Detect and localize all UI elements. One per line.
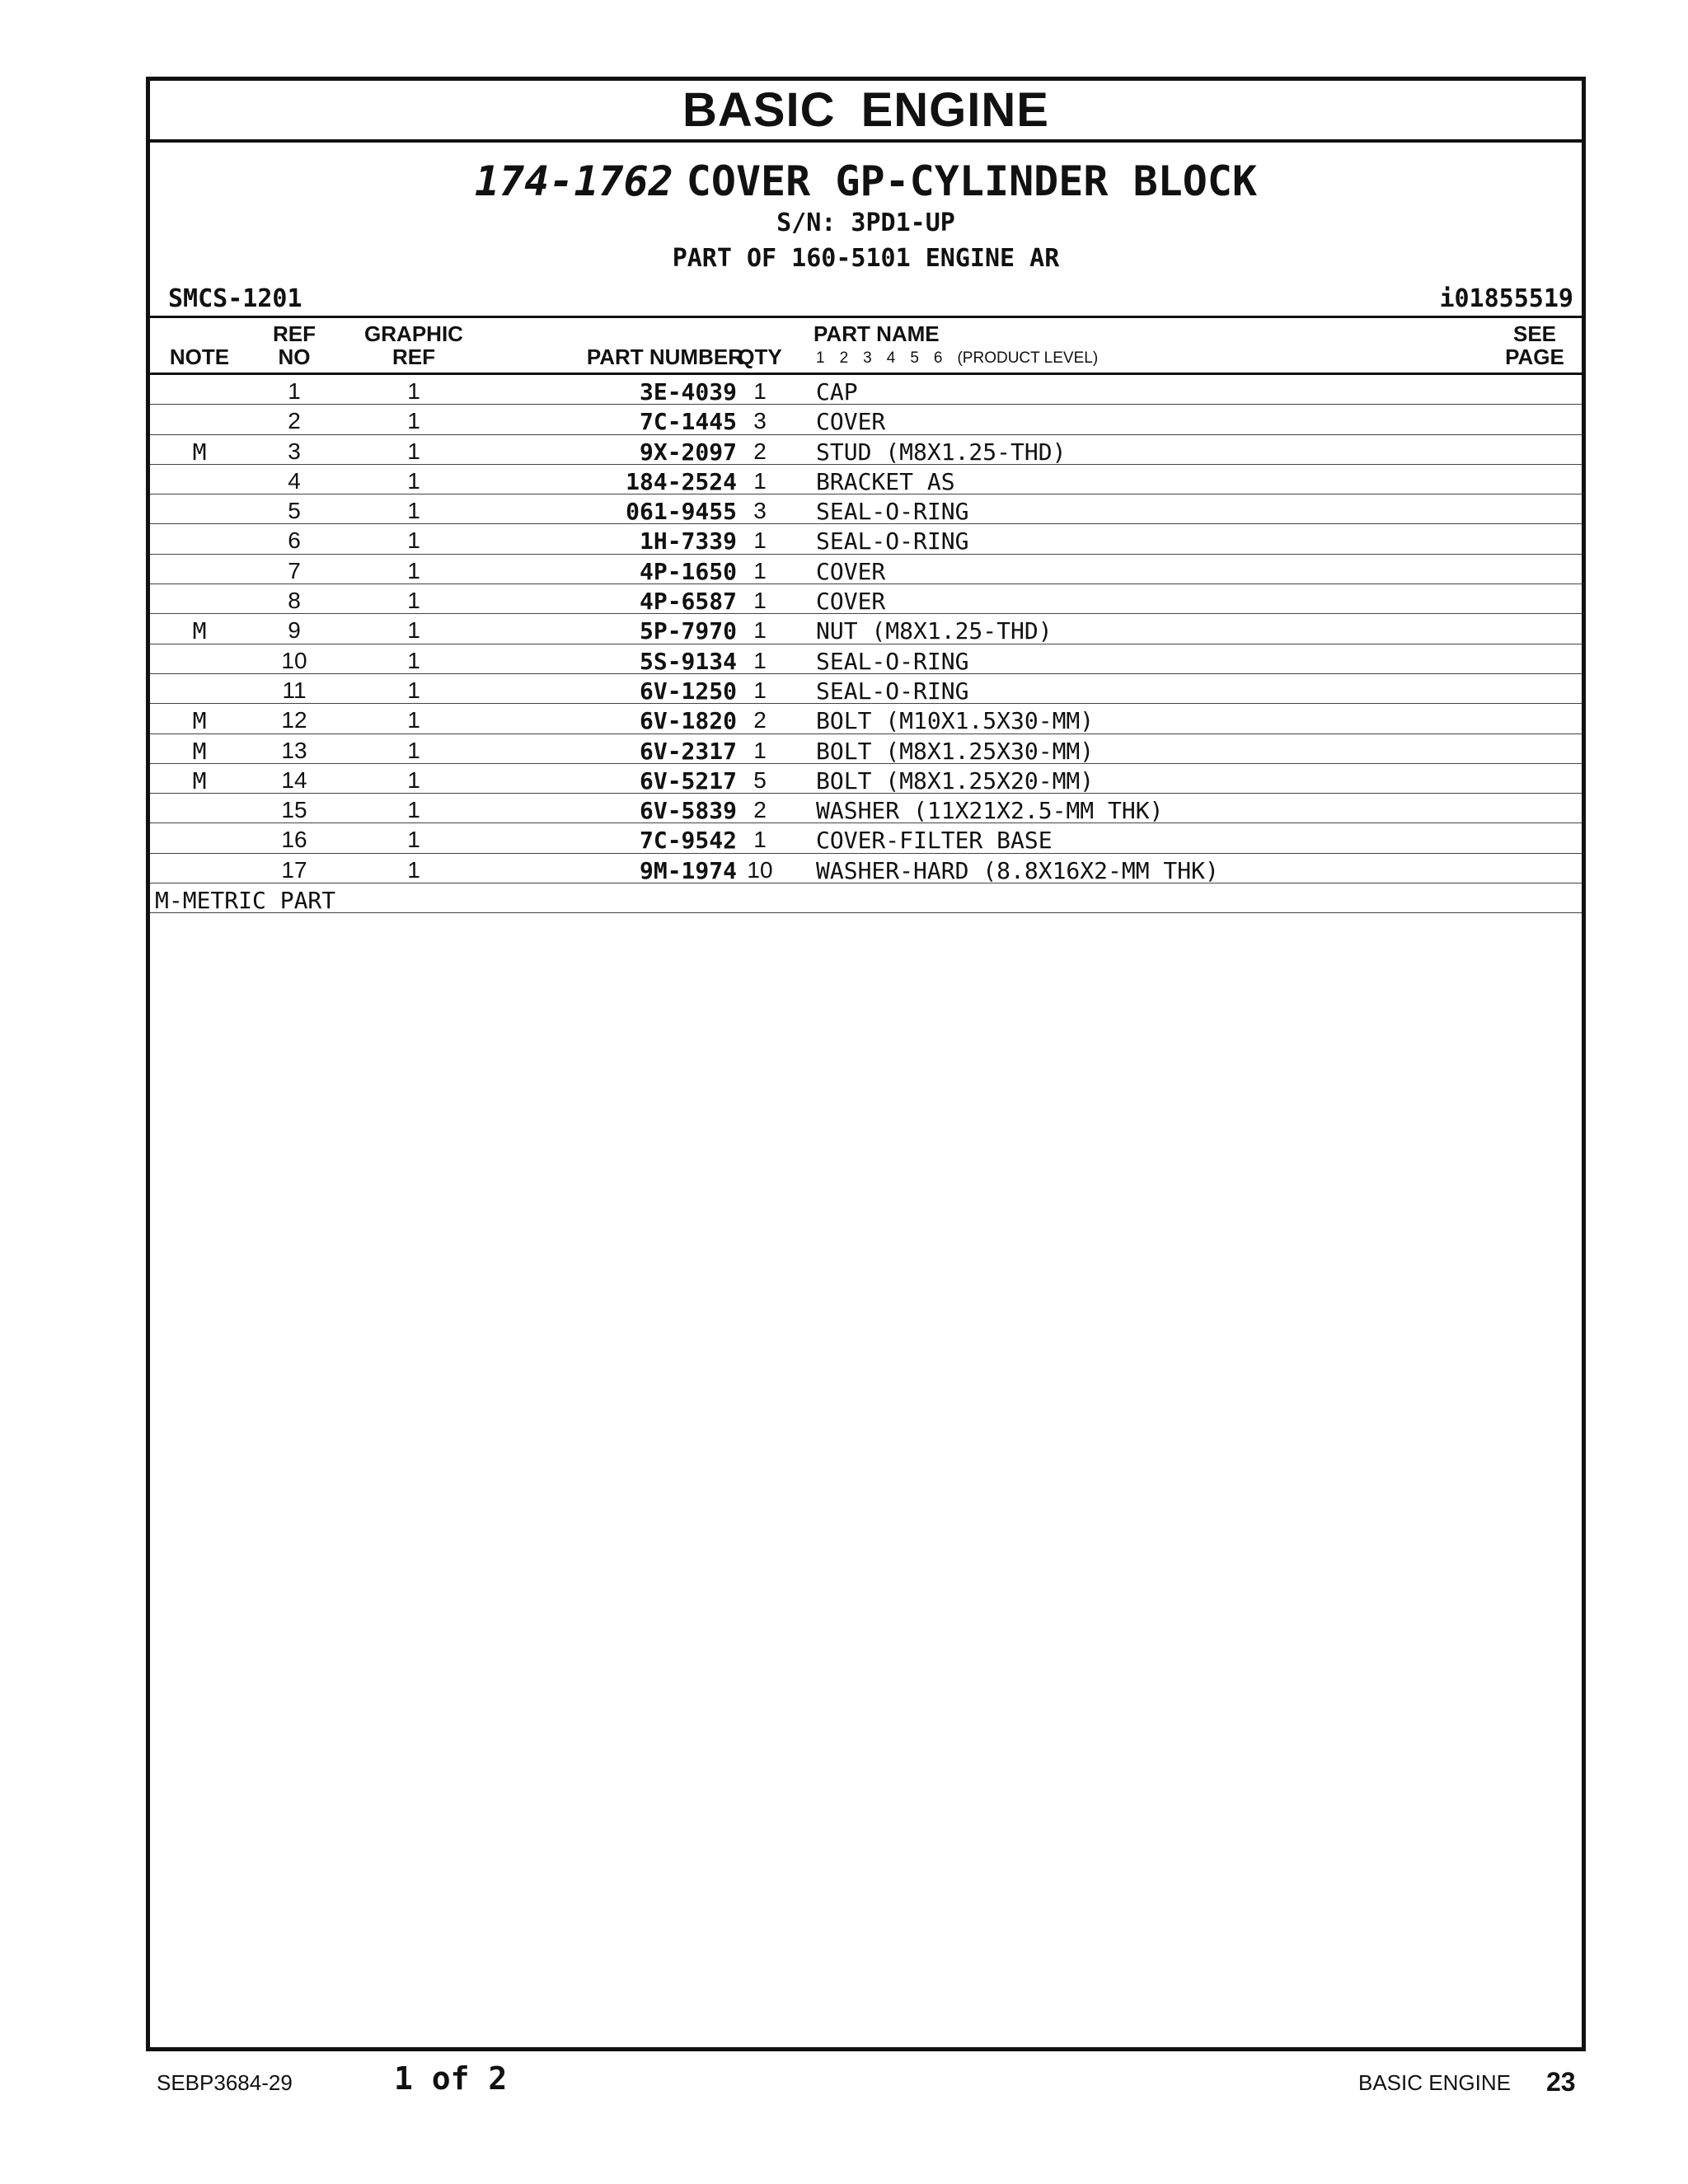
- cell-part-number: 3E-4039: [639, 378, 737, 405]
- cell-qty: 1: [753, 467, 767, 494]
- cell-part-name: COVER: [816, 588, 886, 616]
- level-6: 6: [933, 349, 943, 367]
- table-row: [150, 764, 1582, 794]
- cell-graphic-ref: 1: [407, 797, 420, 823]
- cell-part-number: 061-9455: [626, 498, 737, 526]
- cell-part-name: COVER: [816, 408, 886, 436]
- footer-section: BASIC ENGINE: [1358, 2070, 1511, 2095]
- illustration-id: i01855519: [1439, 284, 1573, 313]
- cell-part-number: 4P-6587: [639, 588, 737, 616]
- cell-qty: 1: [753, 827, 767, 853]
- col-part-name: PART NAME: [814, 321, 940, 346]
- cell-graphic-ref: 1: [407, 438, 420, 464]
- cell-part-number: 6V-2317: [639, 737, 737, 765]
- cell-part-number: 6V-5839: [639, 797, 737, 825]
- table-row: [150, 405, 1582, 434]
- cell-part-number: 6V-1820: [639, 707, 737, 735]
- product-level-label: (PRODUCT LEVEL): [957, 349, 1099, 367]
- col-graphic-bottom: REF: [392, 344, 435, 369]
- level-5: 5: [910, 349, 919, 367]
- col-part-number: PART NUMBER: [586, 344, 743, 369]
- group-name: COVER GP-CYLINDER BLOCK: [686, 157, 1258, 205]
- cell-ref: 9: [288, 617, 301, 644]
- group-part-number: 174-1762: [474, 157, 673, 205]
- metric-footnote: M-METRIC PART: [155, 887, 336, 915]
- table-row: [150, 704, 1582, 733]
- table-row: [150, 435, 1582, 465]
- footnote-row: [150, 883, 1582, 913]
- cell-graphic-ref: 1: [407, 588, 420, 614]
- col-see-top: SEE: [1512, 321, 1557, 346]
- cell-ref: 5: [288, 498, 301, 524]
- cell-part-name: NUT (M8X1.25-THD): [816, 617, 1053, 645]
- col-note: NOTE: [169, 344, 230, 369]
- cell-graphic-ref: 1: [407, 856, 420, 883]
- cell-note: M: [192, 737, 207, 765]
- cell-part-number: 7C-9542: [639, 827, 737, 855]
- cell-qty: 1: [753, 737, 767, 763]
- page-footer: [0, 2060, 1688, 2102]
- cell-part-number: 5S-9134: [639, 647, 737, 675]
- page-of: 1 of 2: [394, 2060, 508, 2097]
- cell-graphic-ref: 1: [407, 647, 420, 673]
- cell-part-number: 184-2524: [626, 467, 737, 495]
- cell-qty: 5: [753, 766, 767, 793]
- col-ref-top: REF: [273, 321, 316, 346]
- table-row: [150, 644, 1582, 674]
- cell-part-number: 5P-7970: [639, 617, 737, 645]
- cell-qty: 1: [753, 527, 767, 554]
- cell-ref: 4: [288, 467, 301, 494]
- cell-ref: 11: [282, 677, 307, 703]
- table-row: [150, 854, 1582, 883]
- serial-number: S/N: 3PD1-UP: [776, 209, 955, 237]
- table-row: [150, 524, 1582, 554]
- cell-ref: 15: [281, 797, 307, 823]
- cell-graphic-ref: 1: [407, 827, 420, 853]
- cell-ref: 17: [281, 856, 307, 883]
- cell-ref: 8: [288, 588, 301, 614]
- cell-ref: 16: [281, 827, 307, 853]
- cell-qty: 3: [753, 498, 767, 524]
- cell-part-number: 4P-1650: [639, 557, 737, 585]
- col-graphic-top: GRAPHIC: [364, 321, 463, 346]
- product-levels: [816, 349, 1098, 368]
- cell-part-name: STUD (M8X1.25-THD): [816, 438, 1067, 466]
- table-row: [150, 584, 1582, 614]
- level-1: 1: [816, 349, 825, 367]
- smcs-code: SMCS-1201: [168, 284, 302, 313]
- cell-part-name: WASHER (11X21X2.5-MM THK): [816, 797, 1164, 825]
- column-headers: [150, 318, 1582, 375]
- cell-ref: 12: [281, 707, 307, 733]
- table-row: [150, 614, 1582, 644]
- cell-part-name: SEAL-O-RING: [816, 498, 969, 526]
- cell-part-name: SEAL-O-RING: [816, 647, 969, 675]
- document-id: SEBP3684-29: [157, 2070, 293, 2095]
- cell-ref: 1: [288, 378, 301, 404]
- table-row: [150, 494, 1582, 524]
- table-row: [150, 555, 1582, 584]
- group-title: [150, 157, 1582, 205]
- table-row: [150, 823, 1582, 853]
- cell-qty: 2: [753, 797, 767, 823]
- table-row: [150, 375, 1582, 405]
- table-row: [150, 794, 1582, 823]
- cell-ref: 2: [288, 408, 301, 434]
- cell-note: M: [192, 617, 207, 645]
- cell-part-number: 6V-5217: [639, 766, 737, 794]
- page-number: 23: [1546, 2067, 1576, 2097]
- cell-part-name: WASHER-HARD (8.8X16X2-MM THK): [816, 856, 1219, 884]
- cell-ref: 7: [288, 557, 301, 583]
- level-4: 4: [886, 349, 896, 367]
- group-header: [150, 143, 1582, 318]
- cell-note: M: [192, 766, 207, 794]
- cell-graphic-ref: 1: [407, 527, 420, 554]
- cell-part-name: BOLT (M10X1.5X30-MM): [816, 707, 1095, 735]
- table-row: [150, 465, 1582, 494]
- cell-part-name: COVER: [816, 557, 886, 585]
- cell-part-name: BOLT (M8X1.25X20-MM): [816, 766, 1095, 794]
- col-qty: QTY: [738, 344, 782, 369]
- cell-qty: 1: [753, 557, 767, 583]
- cell-note: M: [192, 707, 207, 735]
- part-of: PART OF 160-5101 ENGINE AR: [672, 244, 1060, 273]
- cell-part-name: SEAL-O-RING: [816, 527, 969, 555]
- cell-qty: 3: [753, 408, 767, 434]
- cell-part-name: COVER-FILTER BASE: [816, 827, 1053, 855]
- cell-graphic-ref: 1: [407, 766, 420, 793]
- cell-ref: 6: [288, 527, 301, 554]
- cell-graphic-ref: 1: [407, 408, 420, 434]
- cell-qty: 1: [753, 617, 767, 644]
- cell-ref: 13: [281, 737, 307, 763]
- cell-graphic-ref: 1: [407, 557, 420, 583]
- cell-part-number: 1H-7339: [639, 527, 737, 555]
- cell-ref: 14: [281, 766, 307, 793]
- cell-part-name: SEAL-O-RING: [816, 677, 969, 705]
- section-title-band: [150, 81, 1582, 143]
- cell-qty: 1: [753, 378, 767, 404]
- level-2: 2: [839, 349, 849, 367]
- cell-ref: 10: [281, 647, 307, 673]
- cell-part-name: CAP: [816, 378, 858, 405]
- cell-note: M: [192, 438, 207, 466]
- cell-qty: 10: [747, 856, 773, 883]
- cell-graphic-ref: 1: [407, 707, 420, 733]
- section-title: BASIC ENGINE: [682, 83, 1049, 137]
- cell-graphic-ref: 1: [407, 677, 420, 703]
- cell-graphic-ref: 1: [407, 378, 420, 404]
- cell-part-number: 9X-2097: [639, 438, 737, 466]
- cell-graphic-ref: 1: [407, 737, 420, 763]
- cell-part-name: BRACKET AS: [816, 467, 955, 495]
- cell-graphic-ref: 1: [407, 498, 420, 524]
- cell-graphic-ref: 1: [407, 467, 420, 494]
- cell-ref: 3: [288, 438, 301, 464]
- parts-table-body: [150, 375, 1582, 883]
- cell-part-number: 9M-1974: [639, 856, 737, 884]
- parts-sheet: [146, 77, 1586, 2051]
- level-3: 3: [863, 349, 872, 367]
- table-row: [150, 734, 1582, 764]
- col-see-bottom: PAGE: [1505, 344, 1564, 369]
- table-row: [150, 674, 1582, 704]
- cell-part-number: 6V-1250: [639, 677, 737, 705]
- cell-graphic-ref: 1: [407, 617, 420, 644]
- cell-part-number: 7C-1445: [639, 408, 737, 436]
- cell-qty: 1: [753, 647, 767, 673]
- cell-part-name: BOLT (M8X1.25X30-MM): [816, 737, 1095, 765]
- cell-qty: 2: [753, 707, 767, 733]
- cell-qty: 1: [753, 677, 767, 703]
- cell-qty: 1: [753, 588, 767, 614]
- cell-qty: 2: [753, 438, 767, 464]
- col-ref-bottom: NO: [278, 344, 311, 369]
